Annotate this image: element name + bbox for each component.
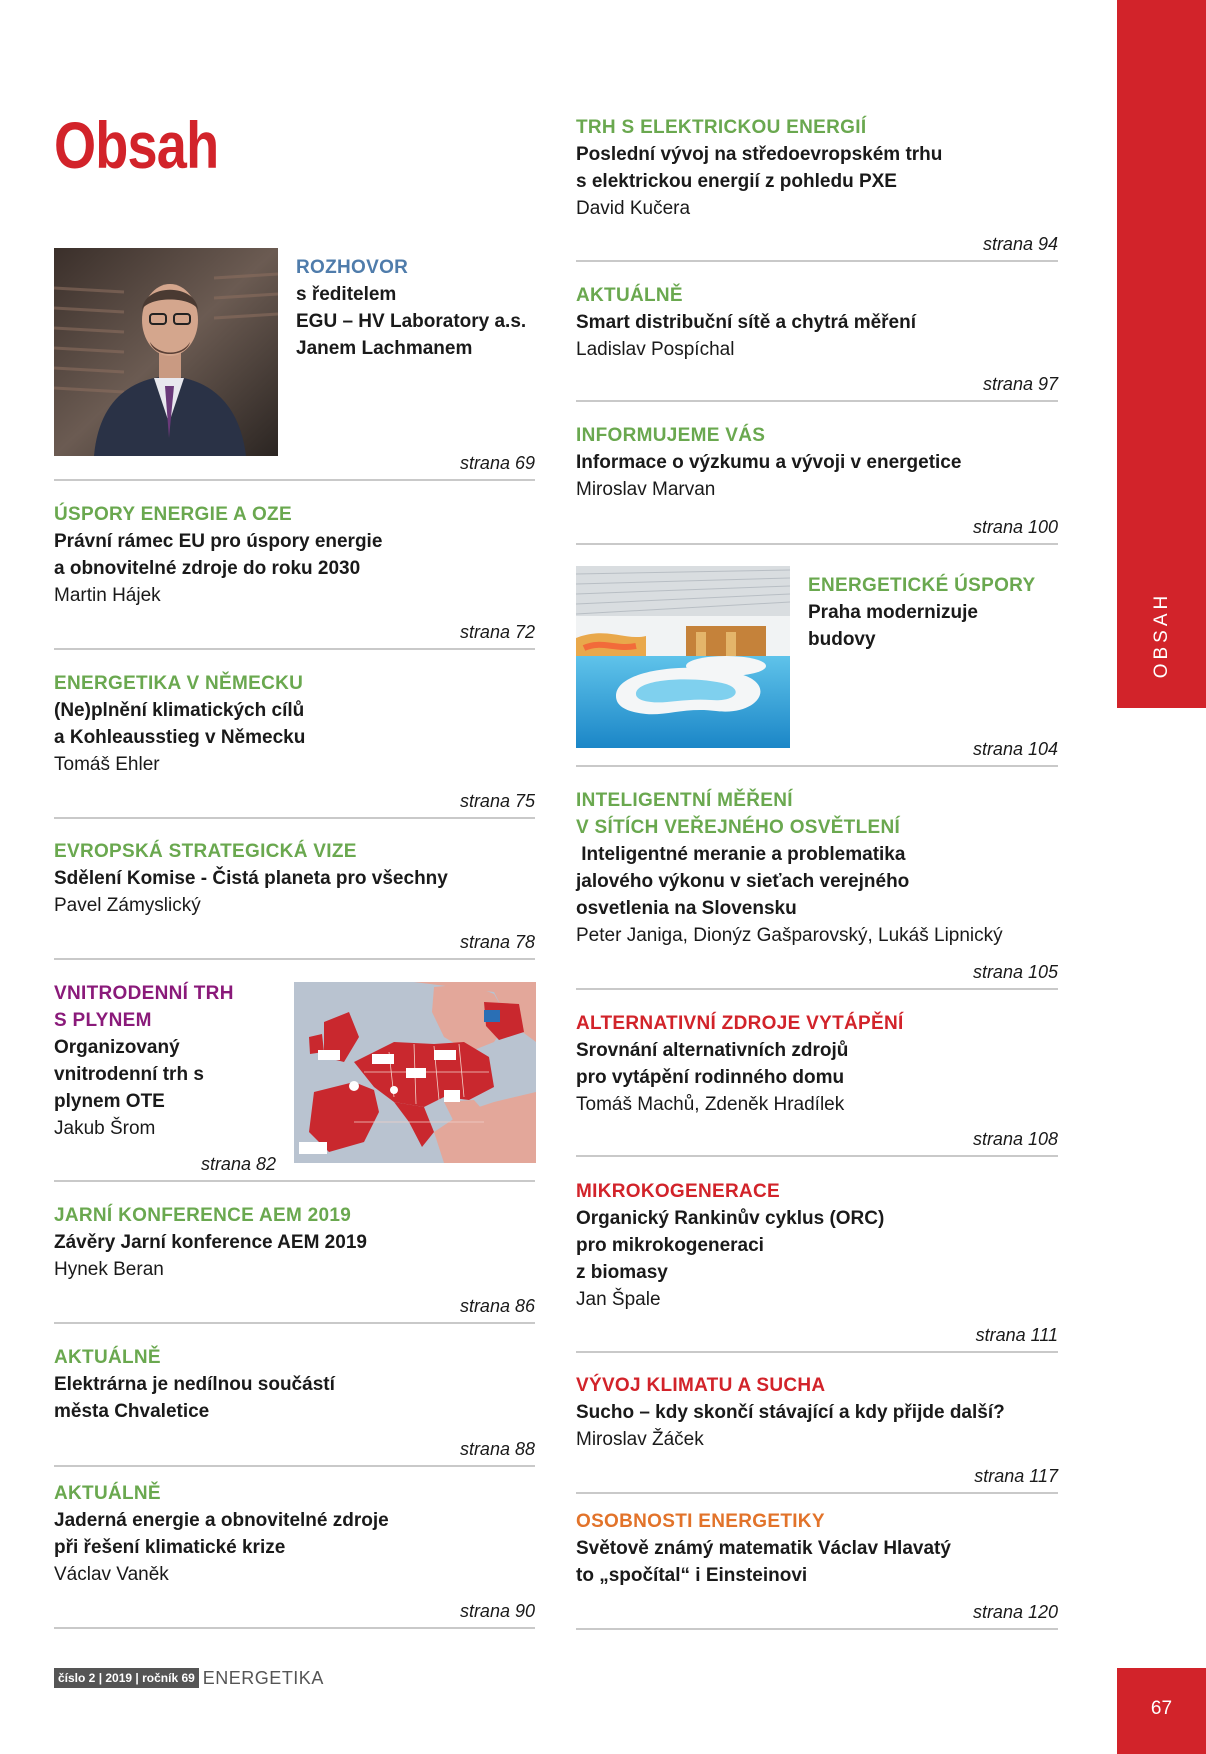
- entry-title-line: pro vytápění rodinného domu: [576, 1067, 845, 1088]
- entry-title-line: (Ne)plnění klimatických cílů: [54, 700, 305, 721]
- toc-entry[interactable]: [576, 422, 1058, 545]
- entry-title-line: Srovnání alternativních zdrojů: [576, 1040, 849, 1061]
- entry-title-line: Praha modernizuje: [808, 602, 978, 623]
- entry-title-line: Janem Lachmanem: [296, 338, 473, 359]
- entry-author: Miroslav Žáček: [576, 1429, 704, 1450]
- footer-issue: číslo 2 | 2019 | ročník 69: [54, 1668, 199, 1688]
- entry-page: strana 78: [459, 932, 535, 952]
- toc-entry[interactable]: [54, 1202, 535, 1324]
- toc-entry[interactable]: [576, 1178, 1058, 1353]
- entry-author: Hynek Beran: [54, 1259, 164, 1280]
- entry-page: strana 97: [982, 374, 1058, 394]
- entry-title-line: Inteligentné meranie a problematika: [576, 844, 906, 865]
- entry-category: OSOBNOSTI ENERGETIKY: [576, 1511, 825, 1532]
- entry-title-line: města Chvaletice: [54, 1401, 210, 1422]
- page-title: Obsah: [54, 108, 219, 182]
- entry-title-line: a obnovitelné zdroje do roku 2030: [54, 558, 361, 579]
- toc-entry[interactable]: [576, 566, 1058, 767]
- entry-category: AKTUÁLNĚ: [54, 1483, 161, 1504]
- entry-author: Pavel Zámyslický: [54, 895, 201, 916]
- entry-title-line: plynem OTE: [54, 1091, 165, 1112]
- entry-category: INTELIGENTNÍ MĚŘENÍ: [576, 790, 793, 811]
- entry-title-line: a Kohleausstieg v Německu: [54, 727, 306, 748]
- entry-author: Václav Vaněk: [54, 1564, 169, 1585]
- entry-page: strana 108: [972, 1129, 1058, 1149]
- toc-entry[interactable]: [576, 114, 1058, 262]
- toc-entry[interactable]: [54, 1344, 535, 1467]
- entry-category: V SÍTÍCH VEŘEJNÉHO OSVĚTLENÍ: [576, 817, 901, 838]
- entry-author: Miroslav Marvan: [576, 479, 716, 500]
- footer: [54, 1667, 324, 1689]
- entry-title-line: Elektrárna je nedílnou součástí: [54, 1374, 335, 1395]
- entry-title-line: při řešení klimatické krize: [54, 1537, 286, 1558]
- entry-category: INFORMUJEME VÁS: [576, 425, 766, 446]
- entry-title-line: Organizovaný: [54, 1037, 180, 1058]
- entry-category: S PLYNEM: [54, 1010, 152, 1031]
- entry-title-line: pro mikrokogeneraci: [576, 1235, 764, 1256]
- entry-category: ENERGETIKA V NĚMECKU: [54, 673, 304, 694]
- entry-category: AKTUÁLNĚ: [54, 1347, 161, 1368]
- entry-title-line: s elektrickou energií z pohledu PXE: [576, 171, 897, 192]
- entry-page: strana 90: [459, 1601, 535, 1621]
- entry-title-line: to „spočítal“ i Einsteinovi: [576, 1565, 808, 1586]
- page-number-box: [1117, 1668, 1206, 1754]
- entry-page: strana 72: [459, 622, 535, 642]
- entry-category: VNITRODENNÍ TRH: [54, 983, 234, 1004]
- entry-author: Martin Hájek: [54, 585, 161, 606]
- entry-page: strana 94: [982, 234, 1058, 254]
- entry-category: ENERGETICKÉ ÚSPORY: [808, 575, 1036, 596]
- entry-page: strana 88: [459, 1439, 535, 1459]
- toc-entry[interactable]: [576, 1372, 1058, 1494]
- entry-title-line: osvetlenia na Slovensku: [576, 898, 797, 919]
- entry-author: David Kučera: [576, 198, 691, 219]
- entry-category: VÝVOJ KLIMATU A SUCHA: [576, 1375, 826, 1396]
- magazine-logo: ENERGETIKA: [202, 1667, 324, 1688]
- toc-entry[interactable]: [576, 1508, 1058, 1630]
- entry-author: Peter Janiga, Dionýz Gašparovský, Lukáš Lipnický: [576, 925, 1003, 946]
- toc-entry[interactable]: [576, 787, 1058, 990]
- entry-author: Ladislav Pospíchal: [576, 339, 735, 360]
- entry-title-line: Informace o výzkumu a vývoji v energetice: [576, 452, 962, 473]
- entry-title-line: Poslední vývoj na středoevropském trhu: [576, 144, 943, 165]
- entry-title-line: z biomasy: [576, 1262, 668, 1283]
- entry-category: EVROPSKÁ STRATEGICKÁ VIZE: [54, 841, 357, 862]
- europe-map-image: [294, 982, 536, 1163]
- swimming-pool-photo: [576, 566, 790, 748]
- toc-entry[interactable]: [54, 1480, 535, 1629]
- entry-page: strana 69: [459, 453, 535, 473]
- entry-category: AKTUÁLNĚ: [576, 285, 683, 306]
- entry-title-line: s ředitelem: [296, 284, 397, 305]
- portrait-photo: [54, 248, 278, 456]
- entry-title-line: EGU – HV Laboratory a.s.: [296, 311, 527, 332]
- entry-title-line: Sdělení Komise - Čistá planeta pro všechny: [54, 868, 448, 889]
- entry-title-line: Organický Rankinův cyklus (ORC): [576, 1208, 885, 1229]
- entry-page: strana 120: [972, 1602, 1058, 1622]
- toc-entry[interactable]: [54, 838, 535, 960]
- entry-category: JARNÍ KONFERENCE AEM 2019: [54, 1205, 352, 1226]
- toc-entry[interactable]: [54, 670, 535, 819]
- entry-title-line: Jaderná energie a obnovitelné zdroje: [54, 1510, 389, 1531]
- entry-category: MIKROKOGENERACE: [576, 1181, 781, 1202]
- entry-title-line: budovy: [808, 629, 876, 650]
- entry-category: TRH S ELEKTRICKOU ENERGIÍ: [576, 117, 867, 138]
- section-tab-label: OBSAH: [1150, 591, 1172, 679]
- entry-page: strana 104: [972, 739, 1058, 759]
- entry-author: Tomáš Machů, Zdeněk Hradílek: [576, 1094, 845, 1115]
- entry-author: Tomáš Ehler: [54, 754, 160, 775]
- entry-title-line: jalového výkonu v sieťach verejného: [576, 871, 910, 892]
- entry-category: ÚSPORY ENERGIE A OZE: [54, 504, 292, 525]
- entry-page: strana 82: [200, 1154, 276, 1174]
- toc-entry[interactable]: [576, 1010, 1058, 1157]
- entry-title-line: Závěry Jarní konference AEM 2019: [54, 1232, 367, 1253]
- entry-title-line: Smart distribuční sítě a chytrá měření: [576, 312, 917, 333]
- entry-title-line: Sucho – kdy skončí stávající a kdy přijde další?: [576, 1402, 1005, 1423]
- entry-title-line: Světově známý matematik Václav Hlavatý: [576, 1538, 951, 1559]
- entry-author: Jakub Šrom: [54, 1118, 156, 1139]
- section-tab: [1117, 0, 1206, 708]
- entry-page: strana 86: [459, 1296, 535, 1316]
- toc-entry[interactable]: [54, 980, 535, 1182]
- entry-title-line: Právní rámec EU pro úspory energie: [54, 531, 383, 552]
- toc-entry[interactable]: [576, 282, 1058, 402]
- toc-entry[interactable]: [54, 248, 535, 481]
- entry-category: ALTERNATIVNÍ ZDROJE VYTÁPĚNÍ: [576, 1013, 904, 1034]
- entry-page: strana 111: [975, 1325, 1058, 1345]
- entry-category: ROZHOVOR: [296, 257, 409, 278]
- page-number: 67: [1150, 1698, 1173, 1719]
- entry-page: strana 117: [974, 1466, 1058, 1486]
- entry-author: Jan Špale: [576, 1289, 661, 1310]
- entry-page: strana 100: [972, 517, 1058, 537]
- entry-page: strana 75: [459, 791, 535, 811]
- toc-entry[interactable]: [54, 501, 535, 650]
- entry-title-line: vnitrodenní trh s: [54, 1064, 204, 1085]
- entry-page: strana 105: [972, 962, 1058, 982]
